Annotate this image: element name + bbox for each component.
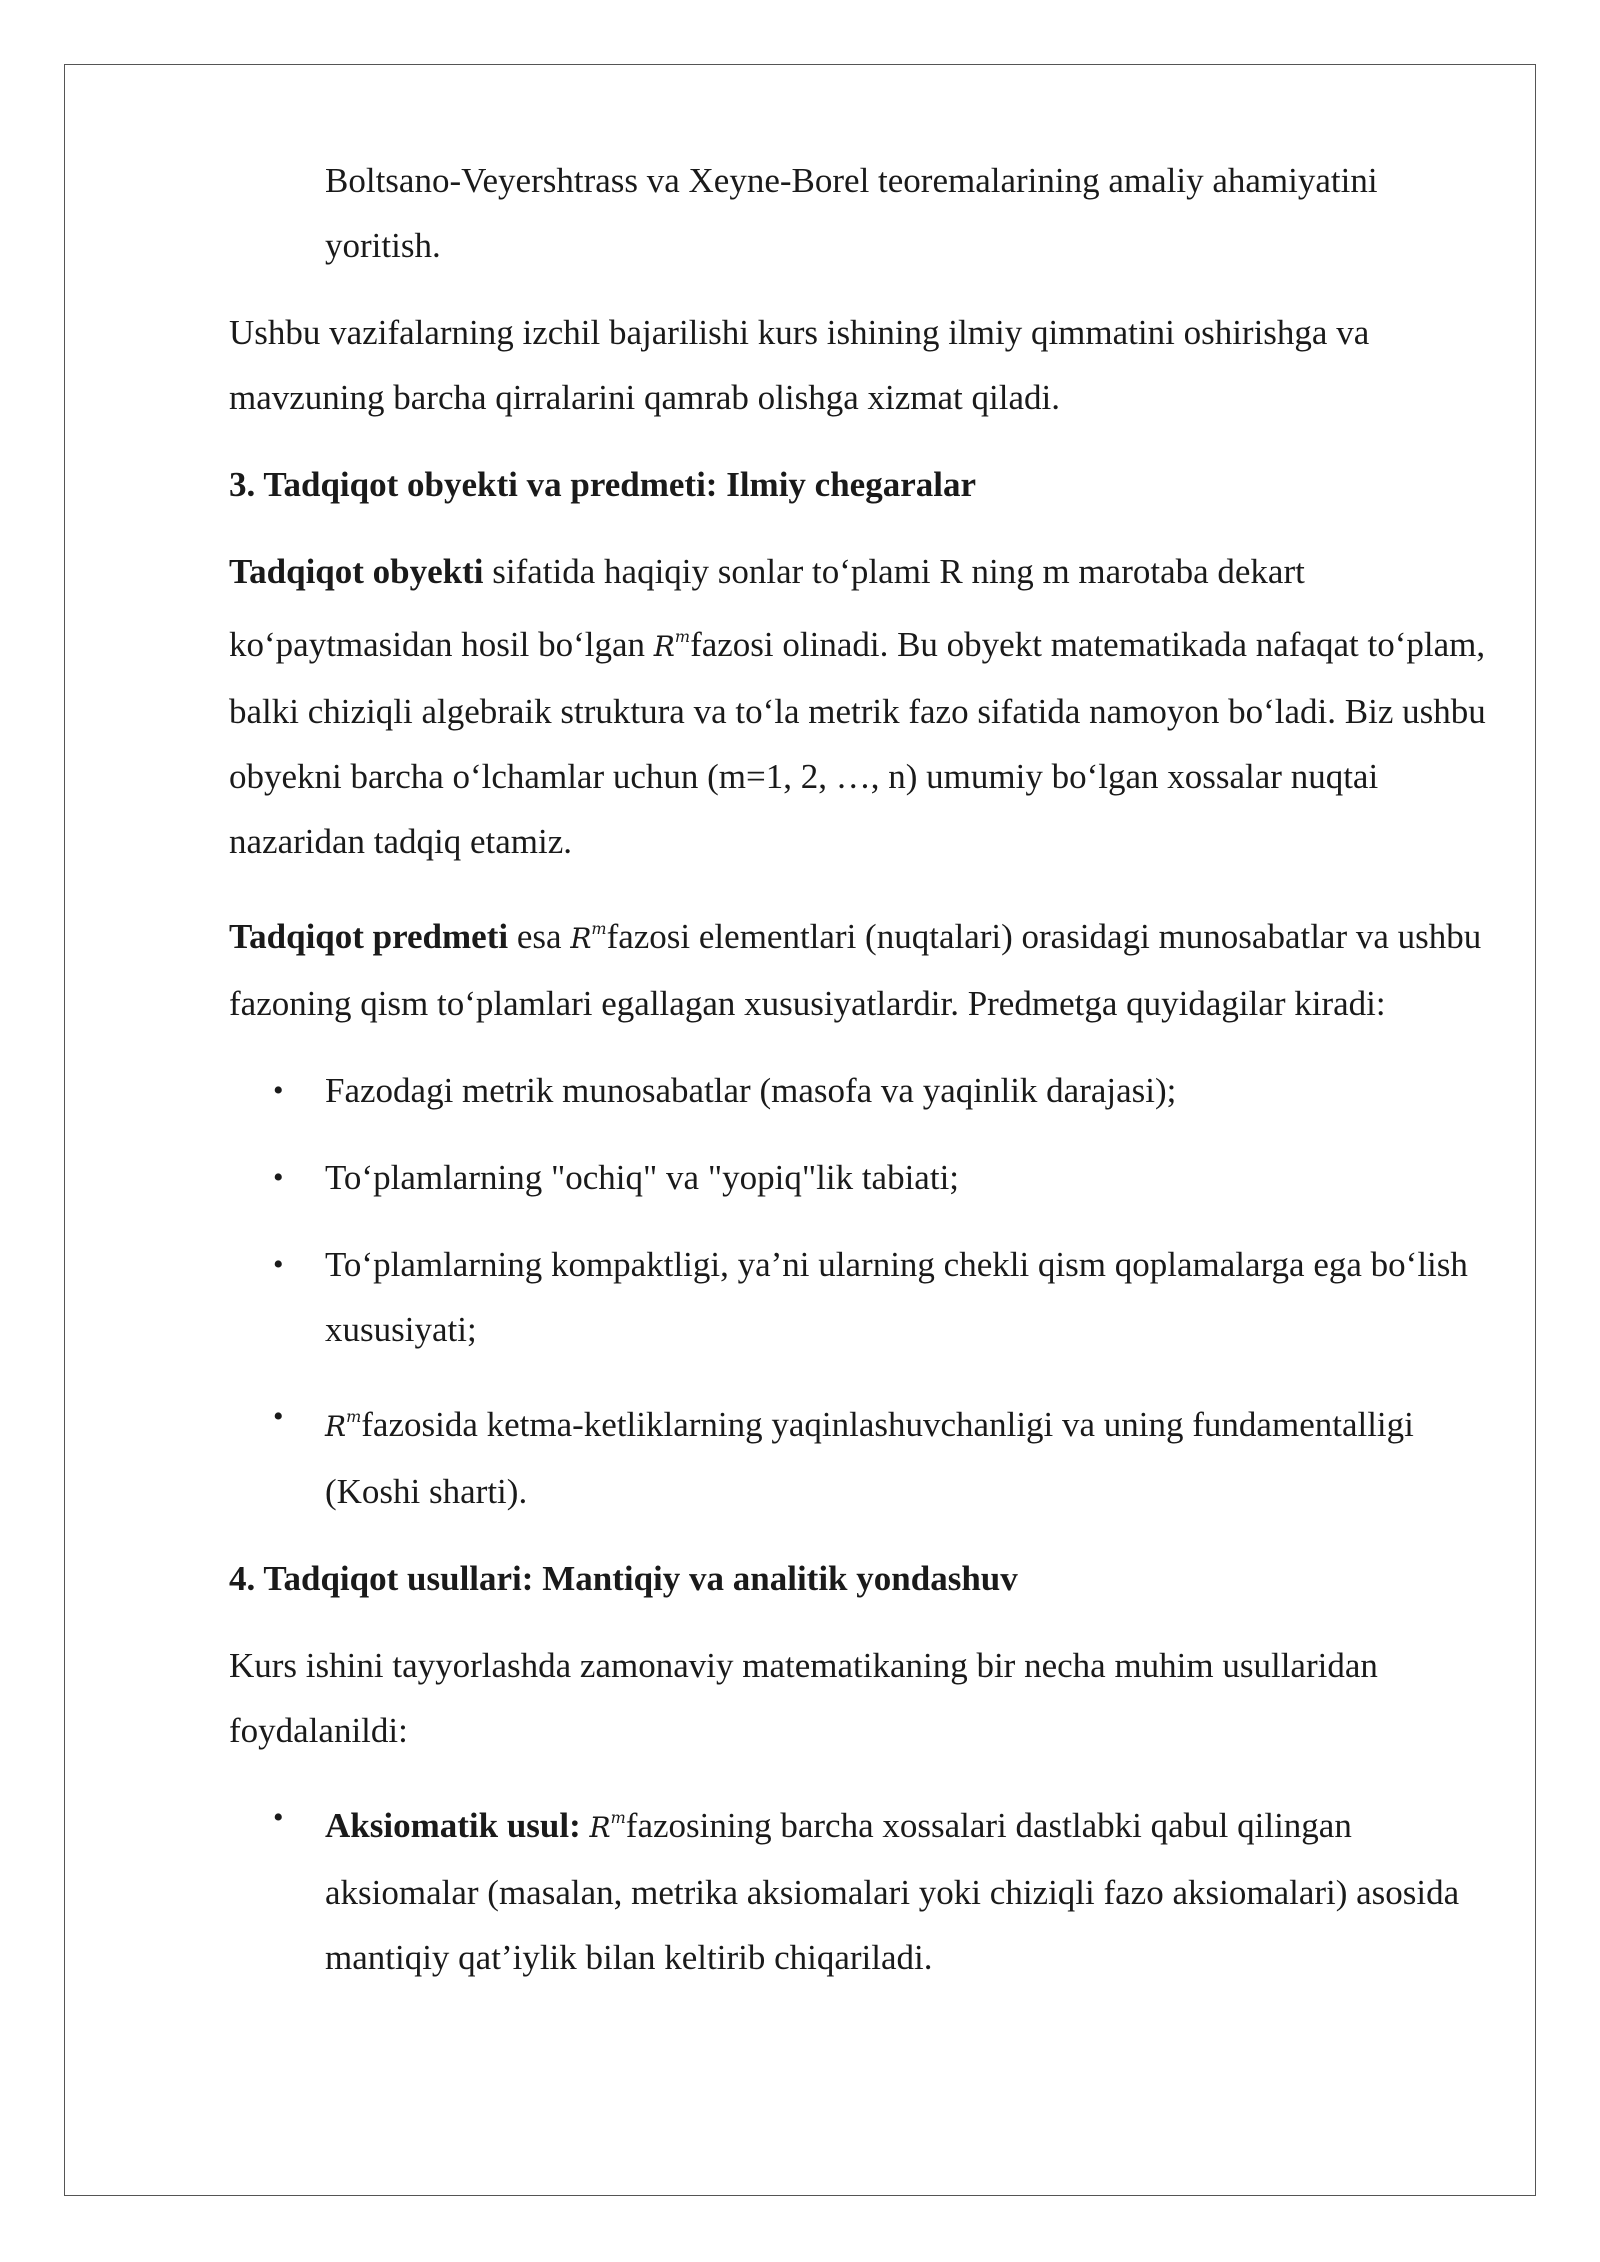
- subject-lead: Tadqiqot predmeti: [229, 917, 509, 956]
- math-r-m: $R^m$: [325, 1407, 362, 1443]
- math-r-m: $R^m$: [589, 1808, 626, 1844]
- bullet-icon: •: [273, 1074, 284, 1107]
- methods-intro: Kurs ishini tayyorlashda zamonaviy matematikaning bir necha muhim usullaridan foydalanildi:: [229, 1646, 1378, 1750]
- object-text-start: sifatida haqiqiy sonlar to‘plami R ning m marotaba dekart ko‘paytmasidan hosil bo‘lgan: [229, 552, 1305, 664]
- continuation-text: Boltsano-Veyershtrass va Xeyne-Borel teoremalarining amaliy ahamiyatini yoritish.: [325, 161, 1378, 265]
- subject-paragraph: [229, 896, 1489, 1036]
- bullet-icon: •: [273, 1248, 284, 1281]
- section-4-heading: 4. Tadqiqot usullari: Mantiqiy va analitik yondashuv: [229, 1559, 1018, 1598]
- math-r-m: $R^m$: [570, 919, 607, 955]
- list-item: • To‘plamlarning kompaktligi, ya’ni ularning chekli qism qoplamalarga ega bo‘lish xususiyati;: [229, 1232, 1489, 1362]
- document-body: [229, 148, 1489, 2012]
- bullet-icon: •: [273, 1801, 284, 1834]
- summary-paragraph: Ushbu vazifalarning izchil bajarilishi kurs ishining ilmiy qimmatini oshirishga va mavzuning barcha qirralarini qamrab olishga xizmat qiladi.: [229, 313, 1370, 417]
- section-3-heading: 3. Tadqiqot obyekti va predmeti: Ilmiy chegaralar: [229, 465, 977, 504]
- bullet-icon: •: [273, 1400, 284, 1433]
- subject-text-start: esa: [508, 917, 571, 956]
- bullet-icon: •: [273, 1161, 284, 1194]
- methods-bullet-list: [229, 1785, 1489, 1990]
- object-paragraph: [229, 539, 1489, 874]
- list-item: • To‘plamlarning "ochiq" va "yopiq"lik tabiati;: [229, 1145, 1489, 1210]
- subject-bullet-list: [229, 1058, 1489, 1524]
- method-lead: Aksiomatik usul:: [325, 1806, 581, 1845]
- list-item: • Fazodagi metrik munosabatlar (masofa va yaqinlik darajasi);: [229, 1058, 1489, 1123]
- math-r-m: $R^m$: [653, 627, 691, 663]
- list-item: • $R^mfazosida$ ketma-ketliklarning yaqinlashuvchanligi va uning fundamentalligi (Koshi sharti).: [229, 1384, 1489, 1524]
- object-text-end: fazosi olinadi. Bu obyekt matematikada nafaqat to‘plam, balki chiziqli algebraik struktura va to‘la metrik fazo sifatida namoyon bo‘ladi. Biz ushbu obyekni barcha o‘lchamlar uchun (m=1, 2, …, n) umumiy bo‘lgan xossalar nuqtai nazaridan tadqiq etamiz.: [229, 625, 1486, 861]
- subject-text-end: fazosi elementlari (nuqtalari) orasidagi munosabatlar va ushbu fazoning qism to‘plamlari egallagan xususiyatlardir. Predmetga quyidagilar kiradi:: [229, 917, 1482, 1023]
- object-lead: Tadqiqot obyekti: [229, 552, 484, 591]
- list-item: • Aksiomatik usul: $R^mfazosining$ barcha xossalari dastlabki qabul qilingan aksiomalar (masalan, metrika aksiomalari yoki chiziqli fazo aksiomalari) asosida mantiqiy qat’iylik bilan keltirib chiqariladi.: [229, 1785, 1489, 1990]
